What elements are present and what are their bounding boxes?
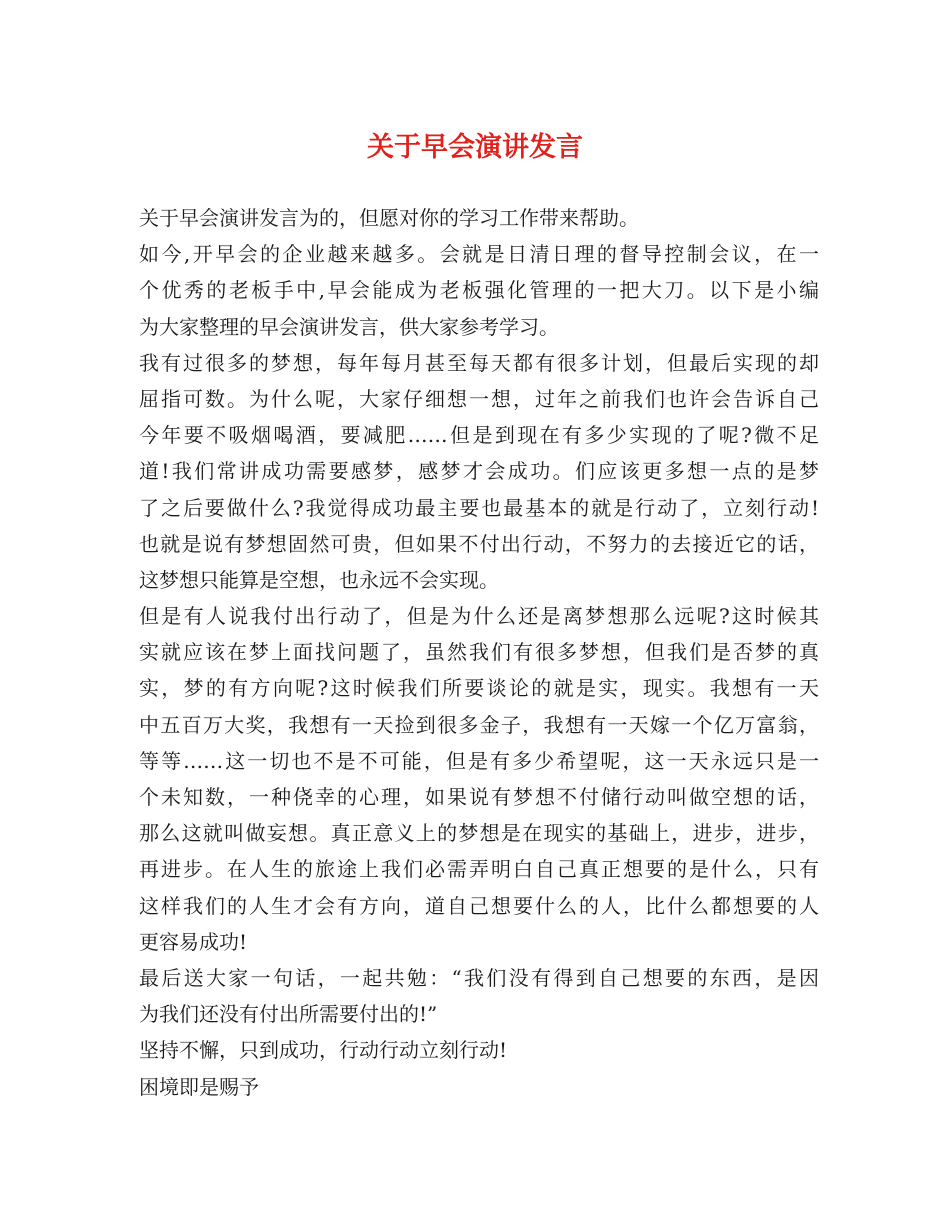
text-line: 如今,开早会的企业越来越多。会就是日清日理的督导控制会议，在一 (139, 242, 819, 267)
text-line: 这样我们的人生才会有方向，道自己想要什么的人，比什么都想要的人 (139, 893, 819, 918)
text-line: 个优秀的老板手中,早会能成为老板强化管理的一把大刀。以下是小编 (139, 278, 819, 303)
text-line: 为大家整理的早会演讲发言，供大家参考学习。 (139, 314, 559, 339)
text-line: 最后送大家一句话，一起共勉：“我们没有得到自己想要的东西，是因 (139, 965, 819, 990)
text-line: 再进步。在人生的旅途上我们必需弄明白自己真正想要的是什么，只有 (139, 857, 819, 882)
text-line: 坚持不懈，只到成功，行动行动立刻行动! (139, 1038, 508, 1063)
text-line: 我有过很多的梦想，每年每月甚至每天都有很多计划，但最后实现的却 (139, 350, 819, 375)
document-body (139, 200, 819, 1105)
text-line: 但是有人说我付出行动了，但是为什么还是离梦想那么远呢?这时候其 (139, 604, 819, 629)
document-title: 关于早会演讲发言 (367, 132, 583, 163)
text-line: 实就应该在梦上面找问题了，虽然我们有很多梦想，但我们是否梦的真 (139, 640, 819, 665)
text-line: 今年要不吸烟喝酒，要减肥……但是到现在有多少实现的了呢?微不足 (139, 423, 819, 448)
text-line: 实，梦的有方向呢?这时候我们所要谈论的就是实，现实。我想有一天 (139, 676, 819, 701)
text-line: 为我们还没有付出所需要付出的!” (139, 1002, 438, 1027)
text-line: 那么这就叫做妄想。真正意义上的梦想是在现实的基础上，进步，进步， (139, 821, 819, 846)
text-line: 关于早会演讲发言为的，但愿对你的学习工作带来帮助。 (139, 206, 639, 230)
text-line: 等等……这一切也不是不可能，但是有多少希望呢，这一天永远只是一 (139, 748, 819, 773)
text-line: 个未知数，一种侥幸的心理，如果说有梦想不付储行动叫做空想的话， (139, 785, 819, 809)
text-line: 中五百万大奖，我想有一天捡到很多金子，我想有一天嫁一个亿万富翁， (139, 712, 819, 737)
text-line: 屈指可数。为什么呢，大家仔细想一想，过年之前我们也许会告诉自己 (139, 386, 819, 411)
text-line: 这梦想只能算是空想，也永远不会实现。 (139, 567, 499, 592)
text-line: 更容易成功! (139, 929, 248, 954)
text-line: 困境即是赐予 (139, 1074, 259, 1099)
text-line: 道!我们常讲成功需要感梦，感梦才会成功。们应该更多想一点的是梦 (139, 459, 819, 484)
text-line: 了之后要做什么?我觉得成功最主要也最基本的就是行动了，立刻行动! (139, 495, 819, 520)
text-line: 也就是说有梦想固然可贵，但如果不付出行动，不努力的去接近它的话， (139, 531, 819, 556)
